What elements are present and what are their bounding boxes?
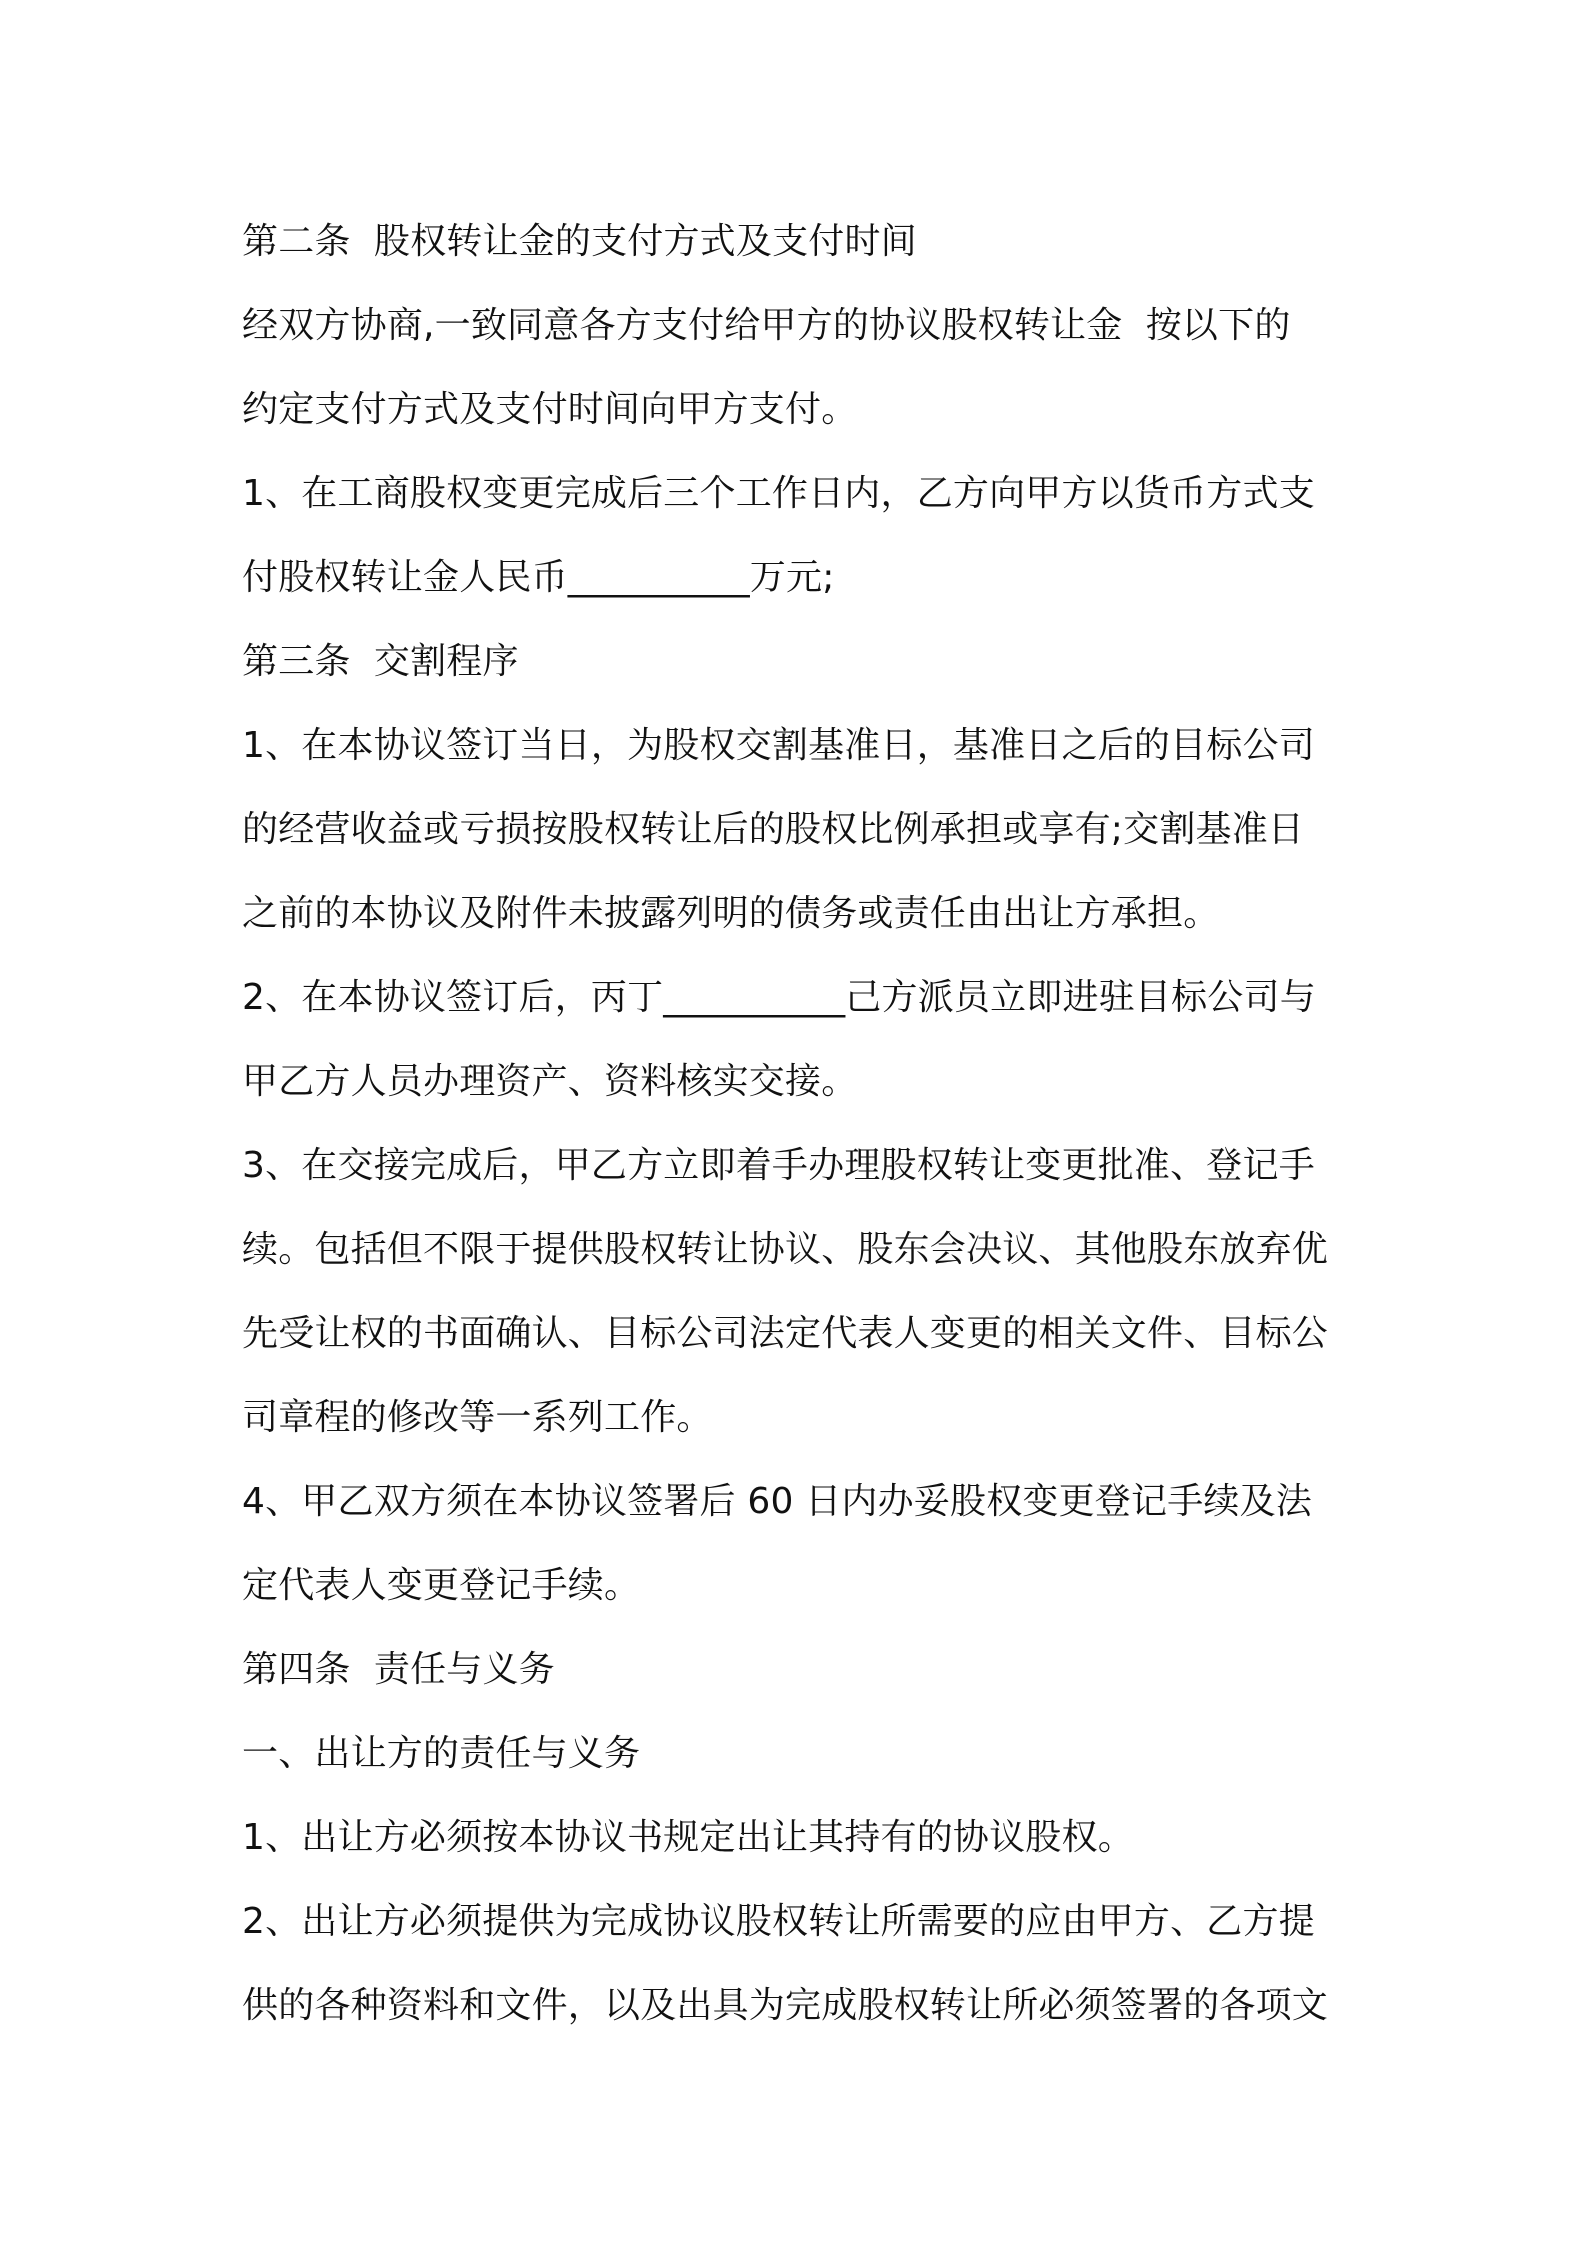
paragraph-line: 定代表人变更登记手续。 [242, 1565, 641, 1606]
paragraph-line: 1、在本协议签订当日，为股权交割基准日，基准日之后的目标公司 [242, 725, 1315, 766]
paragraph-line: 经双方协商,一致同意各方支付给甲方的协议股权转让金 按以下的 [242, 305, 1291, 346]
paragraph-line: 付股权转让金人民币__________万元; [242, 557, 835, 598]
paragraph-line: 之前的本协议及附件未披露列明的债务或责任由出让方承担。 [242, 893, 1220, 934]
article-4-heading: 第四条 责任与义务 [242, 1649, 555, 1690]
paragraph-line: 续。包括但不限于提供股权转让协议、股东会决议、其他股东放弃优 [242, 1229, 1329, 1270]
paragraph-line: 3、在交接完成后，甲乙方立即着手办理股权转让变更批准、登记手 [242, 1145, 1315, 1186]
paragraph-line: 1、在工商股权变更完成后三个工作日内，乙方向甲方以货币方式支 [242, 473, 1315, 514]
paragraph-line: 1、出让方必须按本协议书规定出让其持有的协议股权。 [242, 1817, 1134, 1858]
paragraph-line: 供的各种资料和文件，以及出具为完成股权转让所必须签署的各项文 [242, 1985, 1329, 2026]
paragraph-line: 约定支付方式及支付时间向甲方支付。 [242, 389, 858, 430]
paragraph-line: 2、出让方必须提供为完成协议股权转让所需要的应由甲方、乙方提 [242, 1901, 1315, 1942]
paragraph-line: 4、甲乙双方须在本协议签署后 60 日内办妥股权变更登记手续及法 [242, 1481, 1312, 1522]
paragraph-line: 2、在本协议签订后，丙丁__________己方派员立即进驻目标公司与 [242, 977, 1316, 1018]
section-heading: 一、出让方的责任与义务 [242, 1733, 641, 1774]
article-3-heading: 第三条 交割程序 [242, 641, 519, 682]
paragraph-line: 甲乙方人员办理资产、资料核实交接。 [242, 1061, 858, 1102]
paragraph-line: 司章程的修改等一系列工作。 [242, 1397, 713, 1438]
paragraph-line: 先受让权的书面确认、目标公司法定代表人变更的相关文件、目标公 [242, 1313, 1329, 1354]
paragraph-line: 的经营收益或亏损按股权转让后的股权比例承担或享有;交割基准日 [242, 809, 1305, 850]
article-2-heading: 第二条 股权转让金的支付方式及支付时间 [242, 221, 917, 262]
document-body [242, 200, 1362, 2048]
